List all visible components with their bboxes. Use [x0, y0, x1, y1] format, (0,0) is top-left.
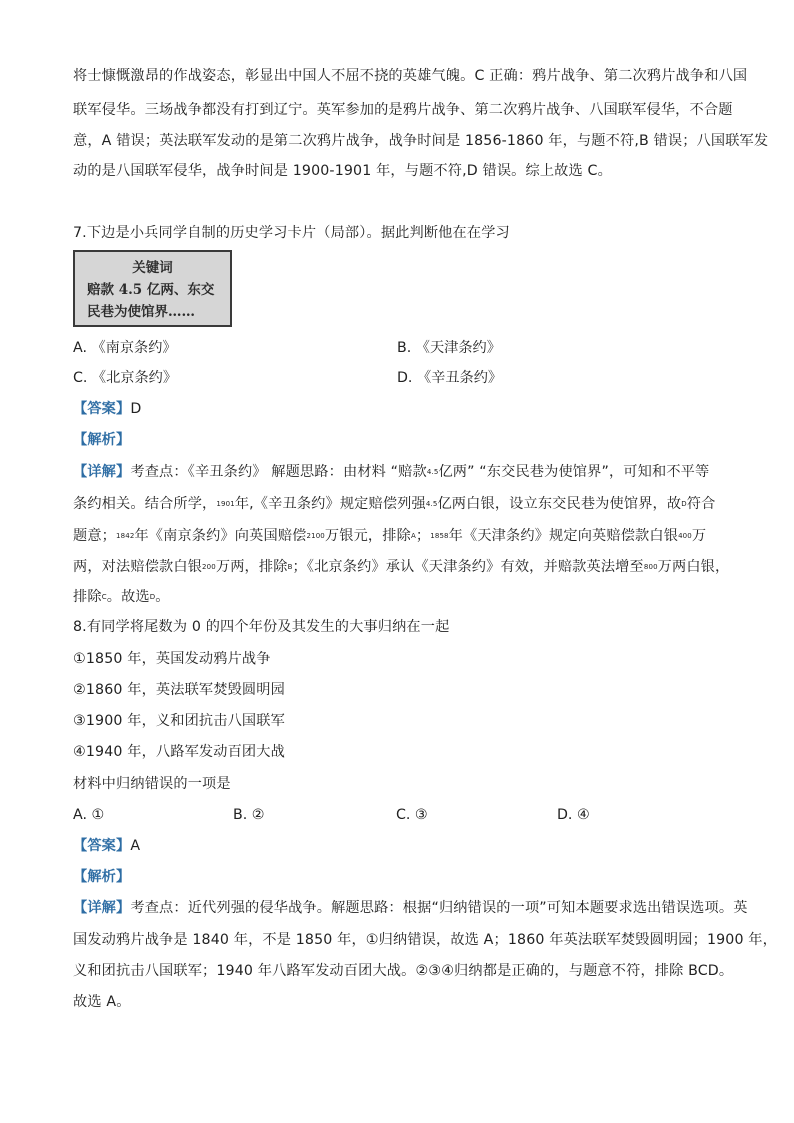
q7-option-b: B. 《天津条约》: [397, 340, 501, 356]
q7-detail-num: C: [101, 593, 107, 601]
q7-detail-text: 两，对法赔偿款白银: [73, 559, 203, 575]
card-line-2: 民巷为使馆界……: [87, 304, 195, 320]
q8-answer-value: A: [130, 838, 141, 854]
q7-analysis-label: 【解析】: [73, 432, 131, 448]
q7-detail-text: 万两，排除: [215, 559, 288, 575]
q7-detail-num: A: [410, 532, 416, 540]
q8-detail-line-1: [73, 898, 748, 918]
q8-detail-line-2: 国发动鸦片战争是 1840 年，不是 1850 年，①归纳错误，故选 A；1860 年英法联军焚毁圆明园；1900 年，: [73, 932, 777, 948]
q7-detail-text: 条约相关。结合所学，: [73, 496, 217, 512]
q7-detail-num: 800: [643, 563, 658, 571]
q7-detail-text: 考查点：《辛丑条约》 解题思路：由材料 “赔款: [130, 464, 427, 480]
q7-detail-num: 200: [202, 563, 216, 571]
q7-detail-text: 。: [155, 589, 170, 605]
q7-detail-text: 排除: [73, 589, 102, 605]
q7-detail-text: 亿两” “东交民巷为使馆界”，可知和不平等: [438, 464, 710, 480]
q7-detail-text: 年,《辛丑条约》规定赔偿列强: [234, 496, 426, 512]
q8-detail-text: 考查点：近代列强的侵华战争。解题思路：根据“归纳错误的一项”可知本题要求选出错误选项。英: [130, 900, 748, 916]
q7-detail-num: 1858: [430, 532, 449, 540]
q8-answer-label: 【答案】: [73, 838, 131, 854]
q7-detail-label: 【详解】: [73, 464, 131, 480]
q7-detail-num: 1842: [116, 532, 135, 540]
q7-detail-num: D: [149, 593, 156, 601]
q7-answer: [73, 399, 733, 419]
q7-detail-num: D: [681, 500, 687, 508]
q8-item-1: ①1850 年，英国发动鸦片战争: [73, 651, 271, 667]
q7-detail-line-3: [73, 526, 733, 546]
q7-stem: 7.下边是小兵同学自制的历史学习卡片（局部）。据此判断他在在学习: [73, 225, 510, 241]
q7-detail-text: ；: [415, 528, 431, 544]
q8-option-a: A. ①: [73, 807, 105, 823]
q7-detail-num: 4.5: [426, 468, 439, 476]
prev-analysis-line-1: 将士慷慨激昂的作战姿态，彰显出中国人不屈不挠的英雄气魄。C 正确：鸦片战争、第二次鸦片战争和八国: [73, 68, 748, 84]
q7-option-d: D. 《辛丑条约》: [397, 370, 503, 386]
q7-detail-text: 亿两白银，设立东交民巷为使馆界，故: [437, 496, 682, 512]
prev-analysis-line-2: 联军侵华。三场战争都没有打到辽宁。英军参加的是鸦片战争、第二次鸦片战争、八国联军侵华，不合题: [73, 102, 733, 118]
q7-detail-line-2: [73, 494, 733, 514]
q7-detail-num: B: [287, 563, 293, 571]
q7-detail-text: 年《南京条约》向英国赔偿: [134, 528, 307, 544]
q8-detail-line-4: 故选 A。: [73, 994, 131, 1010]
q7-detail-text: 。故选: [106, 589, 150, 605]
q8-prompt: 材料中归纳错误的一项是: [73, 776, 231, 792]
q7-answer-label: 【答案】: [73, 401, 131, 417]
q8-stem: 8.有同学将尾数为 0 的四个年份及其发生的大事归纳在一起: [73, 619, 450, 635]
q7-detail-text: ；《北京条约》承认《天津条约》有效，并赔款英法增至: [292, 559, 644, 575]
prev-analysis-line-3: 意，A 错误；英法联军发动的是第二次鸦片战争，战争时间是 1856-1860 年，与题不符,B 错误；八国联军发: [73, 133, 769, 149]
q7-detail-text: 符合: [686, 496, 716, 512]
q7-option-a: A. 《南京条约》: [73, 340, 177, 356]
q8-option-c: C. ③: [396, 807, 428, 823]
q7-detail-text: 万两白银，: [657, 559, 730, 575]
card-title: 关键词: [132, 260, 173, 276]
q8-analysis-label: 【解析】: [73, 869, 131, 885]
q8-analysis-heading: [73, 867, 733, 887]
q7-detail-line-4: [73, 557, 733, 577]
q7-option-c: C. 《北京条约》: [73, 370, 178, 386]
q8-detail-label: 【详解】: [73, 900, 131, 916]
q8-item-2: ②1860 年，英法联军焚毁圆明园: [73, 682, 285, 698]
prev-analysis-line-4: 动的是八国联军侵华，战争时间是 1900-1901 年，与题不符,D 错误。综上故选 C。: [73, 163, 612, 179]
q7-detail-num: 4.5: [425, 500, 438, 508]
q8-option-d: D. ④: [557, 807, 590, 823]
q7-detail-line-1: [73, 462, 733, 482]
q7-detail-text: 万银元，排除: [324, 528, 411, 544]
card-line-1: 赔款 4.5 亿两、东交: [87, 282, 215, 298]
q7-answer-value: D: [130, 401, 142, 417]
q8-item-3: ③1900 年，义和团抗击八国联军: [73, 713, 285, 729]
q7-detail-text: 年《天津条约》规定向英赔偿款白银: [448, 528, 679, 544]
q7-detail-num: 400: [678, 532, 692, 540]
q7-detail-num: 1901: [216, 500, 235, 508]
q8-detail-line-3: 义和团抗击八国联军；1940 年八路军发动百团大战。②③④归纳都是正确的，与题意不符，排除 BCD。: [73, 963, 734, 979]
study-card-image: [73, 250, 232, 327]
q8-answer: [73, 836, 733, 856]
q7-detail-text: 万: [691, 528, 707, 544]
q7-analysis-heading: [73, 430, 733, 450]
q8-item-4: ④1940 年，八路军发动百团大战: [73, 744, 285, 760]
q7-detail-num: 2100: [306, 532, 325, 540]
q7-detail-text: 题意；: [73, 528, 117, 544]
q7-detail-line-5: [73, 587, 733, 607]
q8-option-b: B. ②: [233, 807, 265, 823]
